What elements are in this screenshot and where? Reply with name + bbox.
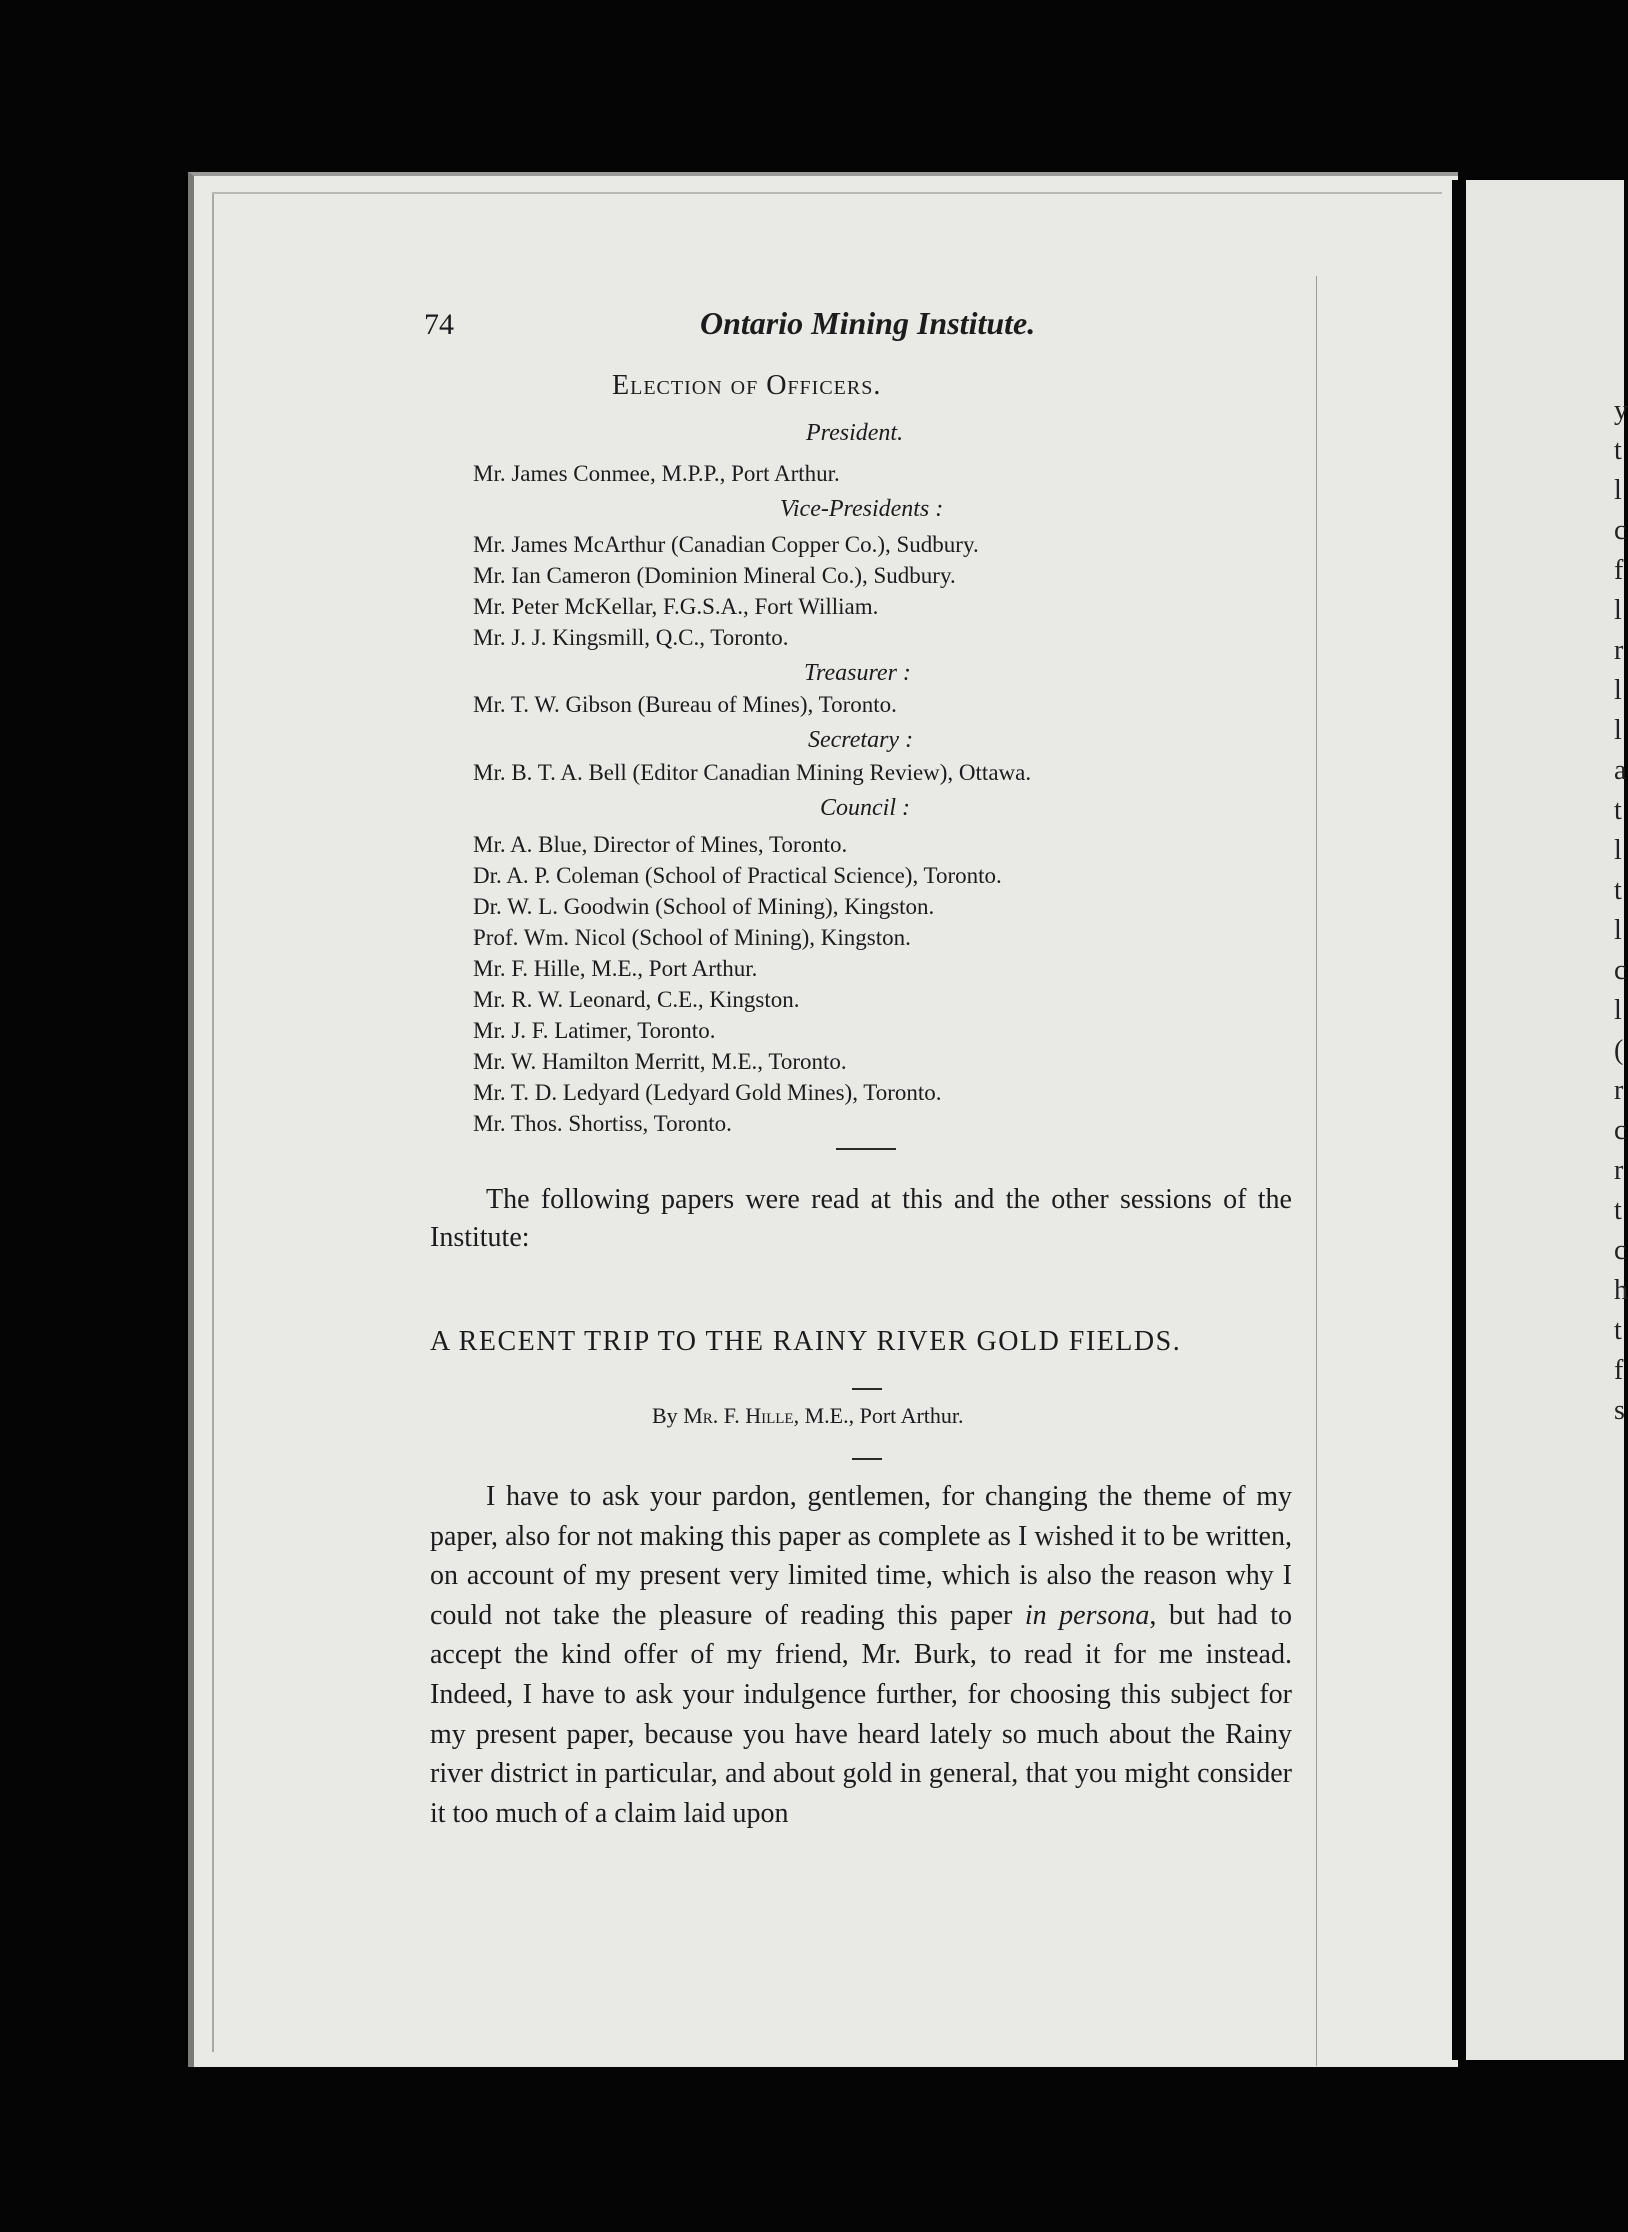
facing-page-text-fragment: l bbox=[1614, 835, 1622, 866]
council-member: Dr. A. P. Coleman (School of Practical Science), Toronto. bbox=[473, 863, 1002, 888]
facing-page-text-fragment: l bbox=[1614, 595, 1622, 626]
page-number: 74 bbox=[424, 308, 454, 341]
title-divider bbox=[852, 1388, 882, 1390]
council-member: Dr. W. L. Goodwin (School of Mining), Kingston. bbox=[473, 894, 935, 919]
facing-page-text-fragment: l bbox=[1614, 915, 1622, 946]
president-label: President. bbox=[806, 420, 904, 446]
council-member: Mr. Thos. Shortiss, Toronto. bbox=[473, 1111, 732, 1136]
facing-page-text-fragment: t bbox=[1614, 875, 1622, 906]
facing-page-text-fragment: c bbox=[1614, 1115, 1627, 1146]
byline-suffix: M.E., Port Arthur. bbox=[804, 1403, 964, 1428]
page-top-border bbox=[212, 192, 1442, 194]
council-member: Mr. R. W. Leonard, C.E., Kingston. bbox=[473, 987, 800, 1012]
facing-page-text-fragment: s bbox=[1614, 1395, 1625, 1426]
vice-presidents-label: Vice-Presidents : bbox=[780, 496, 944, 522]
council-member: Mr. F. Hille, M.E., Port Arthur. bbox=[473, 956, 758, 981]
body-text-part2: , but had to accept the kind offer of my friend, Mr. Burk, to read it for me instead. Indeed, I have to ask your indulgence further, for choosing this subject for my present paper, because you have heard lately so much about the Rainy river district in particular, and about gold in general, that you might consider it too much of a claim laid upon bbox=[430, 1599, 1293, 1829]
facing-page-text-fragment: ( bbox=[1614, 1035, 1624, 1066]
paper-body bbox=[430, 1477, 1292, 1833]
president-name: Mr. James Conmee, M.P.P., Port Arthur. bbox=[473, 461, 840, 486]
body-paragraph bbox=[430, 1477, 1292, 1833]
treasurer-label: Treasurer : bbox=[804, 660, 911, 686]
council-member: Mr. W. Hamilton Merritt, M.E., Toronto. bbox=[473, 1049, 847, 1074]
facing-page-text-fragment: r bbox=[1614, 1075, 1624, 1106]
facing-page-text-fragment: a bbox=[1614, 755, 1627, 786]
council-member: Mr. A. Blue, Director of Mines, Toronto. bbox=[473, 832, 848, 857]
facing-page-text-fragment: t bbox=[1614, 1195, 1622, 1226]
byline-author: Mr. F. Hille, bbox=[683, 1403, 800, 1428]
facing-page-text-fragment: r bbox=[1614, 635, 1624, 666]
paper-title: A RECENT TRIP TO THE RAINY RIVER GOLD FIELDS. bbox=[430, 1326, 1182, 1357]
body-text-italic: in persona bbox=[1024, 1599, 1150, 1631]
intro-paragraph: The following papers were read at this and the other sessions of the Institute: bbox=[430, 1184, 1292, 1253]
vice-president-3: Mr. Peter McKellar, F.G.S.A., Fort William. bbox=[473, 594, 879, 619]
secretary-name: Mr. B. T. A. Bell (Editor Canadian Mining Review), Ottawa. bbox=[473, 760, 1032, 785]
page-fold-crease bbox=[1316, 276, 1317, 2066]
facing-page-text-fragment: l bbox=[1614, 715, 1622, 746]
council-member: Mr. J. F. Latimer, Toronto. bbox=[473, 1018, 716, 1043]
council-label: Council : bbox=[820, 795, 910, 821]
facing-page-text-fragment: f bbox=[1614, 555, 1624, 586]
treasurer-name: Mr. T. W. Gibson (Bureau of Mines), Toronto. bbox=[473, 692, 897, 717]
facing-page-text-fragment: l bbox=[1614, 475, 1622, 506]
vice-president-1: Mr. James McArthur (Canadian Copper Co.), Sudbury. bbox=[473, 532, 979, 557]
facing-page-text-fragment: t bbox=[1614, 795, 1622, 826]
facing-page-text-fragment: r bbox=[1614, 1155, 1624, 1186]
paper-byline bbox=[652, 1403, 964, 1429]
running-title: Ontario Mining Institute. bbox=[700, 305, 1036, 341]
facing-page-text-fragment: l bbox=[1614, 995, 1622, 1026]
facing-page-text-fragment: h bbox=[1614, 1275, 1628, 1306]
council-member: Mr. T. D. Ledyard (Ledyard Gold Mines), Toronto. bbox=[473, 1080, 942, 1105]
book-page-right-edge bbox=[1466, 180, 1628, 2060]
section-divider bbox=[836, 1148, 896, 1150]
facing-page-text-fragment: l bbox=[1614, 675, 1622, 706]
facing-page-text-fragment: f bbox=[1614, 1355, 1624, 1386]
facing-page-text-fragment: y bbox=[1614, 395, 1628, 426]
facing-page-text-fragment: c bbox=[1614, 1235, 1627, 1266]
facing-page-text-fragment: c bbox=[1614, 515, 1627, 546]
page-inner-border bbox=[212, 192, 214, 2052]
vice-president-2: Mr. Ian Cameron (Dominion Mineral Co.), Sudbury. bbox=[473, 563, 956, 588]
election-heading: Election of Officers. bbox=[612, 370, 882, 401]
byline-divider bbox=[852, 1458, 882, 1460]
vice-president-4: Mr. J. J. Kingsmill, Q.C., Toronto. bbox=[473, 625, 789, 650]
book-spine bbox=[1452, 180, 1466, 2060]
byline-prefix: By bbox=[652, 1403, 678, 1428]
council-member: Prof. Wm. Nicol (School of Mining), Kingston. bbox=[473, 925, 911, 950]
body-text-part1: I have to ask your pardon, gentlemen, for changing the theme of my paper, also for not making this paper as complete as I wished it to be written, on account of my present very limited time, which is also the reason why I could not take the pleasure of reading this paper bbox=[430, 1481, 1292, 1631]
facing-page-text-fragment: t bbox=[1614, 1315, 1622, 1346]
facing-page-text-fragment: t bbox=[1614, 435, 1622, 466]
secretary-label: Secretary : bbox=[808, 727, 914, 753]
facing-page-text-fragment: c bbox=[1614, 955, 1627, 986]
